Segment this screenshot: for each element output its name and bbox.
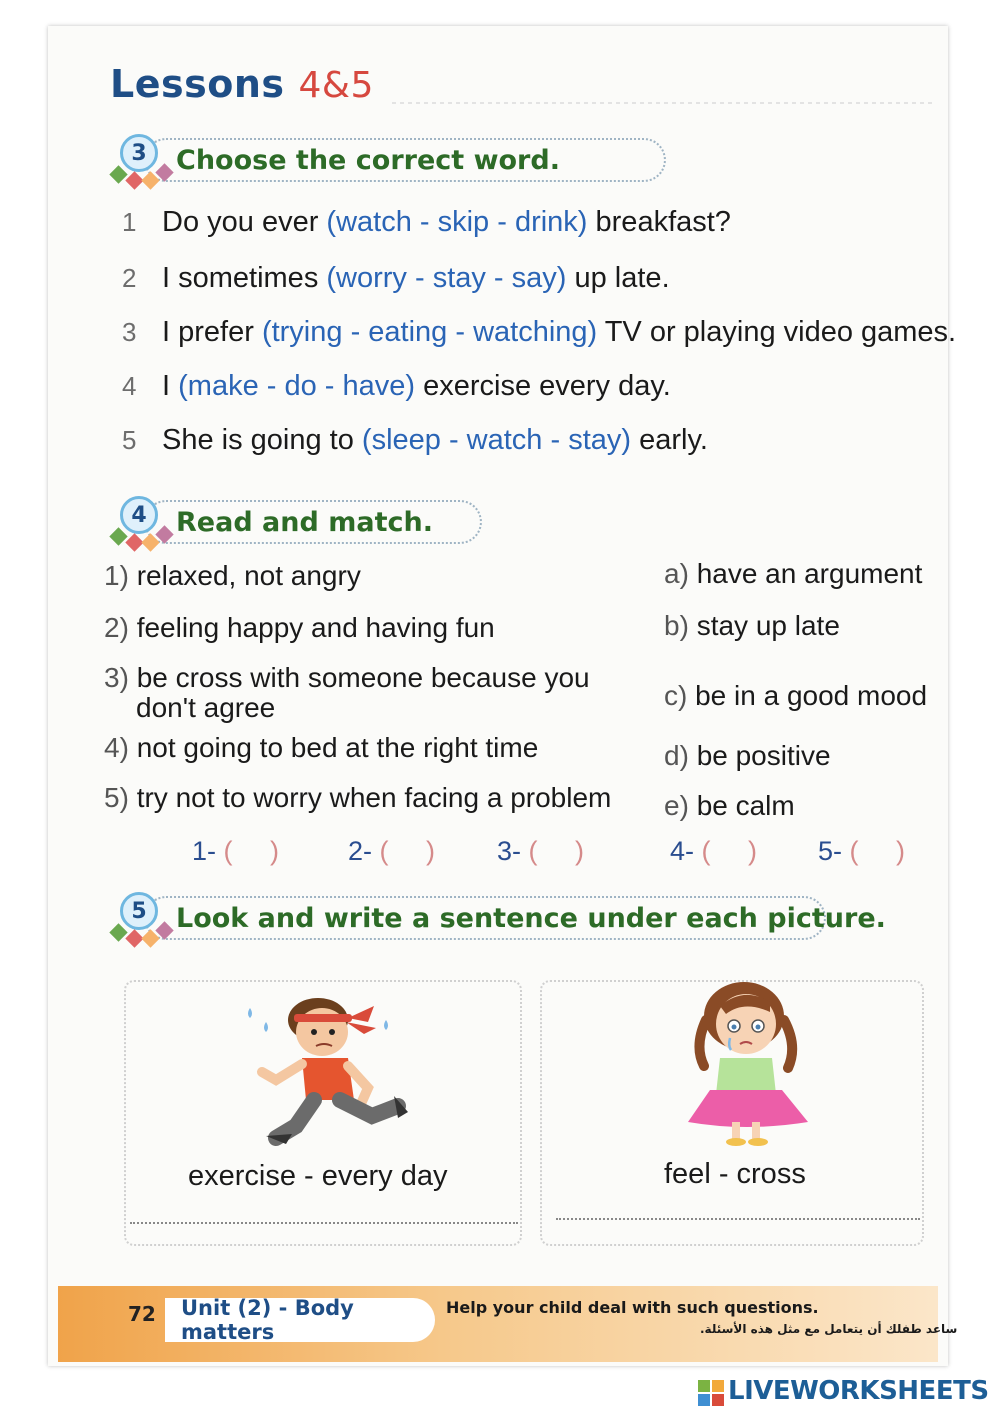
match-number: 5) bbox=[104, 782, 129, 813]
section4-badge bbox=[110, 496, 170, 552]
crying-girl-illustration bbox=[680, 976, 820, 1151]
section3-number: 3 bbox=[120, 134, 158, 172]
title-underline bbox=[392, 96, 932, 110]
picture-2-caption: feel - cross bbox=[664, 1158, 806, 1190]
match-text: not going to bed at the right time bbox=[136, 732, 539, 763]
match-number: 4) bbox=[104, 732, 129, 763]
match-letter: c) bbox=[664, 680, 688, 711]
match-text: be positive bbox=[696, 740, 831, 771]
answer-slot-4[interactable]: 4- ( ) bbox=[670, 836, 758, 866]
match-text: relaxed, not angry bbox=[136, 560, 361, 591]
question-options[interactable]: (trying - eating - watching) bbox=[261, 316, 598, 348]
question-1 bbox=[122, 206, 731, 239]
question-number: 4 bbox=[122, 371, 137, 401]
match-left-3 bbox=[104, 662, 590, 694]
answer-label: 2- bbox=[348, 836, 373, 866]
match-text: be in a good mood bbox=[695, 680, 928, 711]
question-text: breakfast? bbox=[587, 206, 731, 238]
question-number: 2 bbox=[122, 263, 137, 293]
question-text: up late. bbox=[566, 262, 670, 294]
question-options[interactable]: (watch - skip - drink) bbox=[326, 206, 588, 238]
match-right-d bbox=[664, 740, 831, 772]
picture-1-caption: exercise - every day bbox=[188, 1160, 448, 1192]
match-left-5 bbox=[104, 782, 611, 814]
answer-label: 3- bbox=[497, 836, 522, 866]
match-number: 3) bbox=[104, 662, 129, 693]
match-text: have an argument bbox=[696, 558, 923, 589]
running-boy-illustration bbox=[236, 988, 416, 1148]
match-right-b bbox=[664, 610, 840, 642]
match-text: stay up late bbox=[696, 610, 840, 641]
question-4 bbox=[122, 370, 671, 403]
match-right-a bbox=[664, 558, 922, 590]
match-right-e bbox=[664, 790, 795, 822]
answer-slot-5[interactable]: 5- ( ) bbox=[818, 836, 906, 866]
section4-number: 4 bbox=[120, 496, 158, 534]
match-text: be cross with someone because you bbox=[136, 662, 590, 693]
match-left-2 bbox=[104, 612, 495, 644]
match-letter: d) bbox=[664, 740, 689, 771]
page-number: 72 bbox=[128, 1302, 156, 1326]
match-letter: a) bbox=[664, 558, 689, 589]
lesson-title-word: Lessons bbox=[110, 62, 285, 106]
liveworksheets-logo-icon bbox=[698, 1380, 724, 1406]
answer-slot-1[interactable]: 1- ( ) bbox=[192, 836, 280, 866]
match-left-4 bbox=[104, 732, 538, 764]
match-text: try not to worry when facing a problem bbox=[136, 782, 612, 813]
question-2 bbox=[122, 262, 670, 295]
question-text: She is going to bbox=[162, 424, 362, 456]
question-3 bbox=[122, 316, 956, 349]
answer-slot-3[interactable]: 3- ( ) bbox=[497, 836, 585, 866]
lesson-title bbox=[110, 62, 374, 106]
lesson-title-numbers: 4&5 bbox=[298, 65, 374, 106]
question-options[interactable]: (sleep - watch - stay) bbox=[361, 424, 632, 456]
question-number: 1 bbox=[122, 207, 137, 237]
question-text: I sometimes bbox=[162, 262, 327, 294]
question-text: I bbox=[162, 370, 179, 402]
question-text: I prefer bbox=[162, 316, 262, 348]
match-left-1 bbox=[104, 560, 361, 592]
answer-label: 4- bbox=[670, 836, 695, 866]
question-text: exercise every day. bbox=[415, 370, 671, 402]
section3-heading: Choose the correct word. bbox=[144, 138, 666, 182]
match-letter: b) bbox=[664, 610, 689, 641]
parent-note: Help your child deal with such questions. bbox=[446, 1298, 819, 1317]
match-right-c bbox=[664, 680, 927, 712]
question-text: early. bbox=[631, 424, 708, 456]
question-text: Do you ever bbox=[162, 206, 327, 238]
match-text: be calm bbox=[696, 790, 795, 821]
writing-line-2[interactable] bbox=[556, 1218, 920, 1220]
section5-badge bbox=[110, 892, 170, 948]
question-5 bbox=[122, 424, 708, 457]
question-options[interactable]: (worry - stay - say) bbox=[326, 262, 567, 294]
match-left-3-continued bbox=[136, 692, 275, 724]
match-text: don't agree bbox=[136, 692, 276, 723]
question-number: 5 bbox=[122, 425, 137, 455]
section3-badge bbox=[110, 134, 170, 190]
answer-label: 5- bbox=[818, 836, 843, 866]
unit-label: Unit (2) - Body matters bbox=[165, 1298, 435, 1342]
match-letter: e) bbox=[664, 790, 689, 821]
question-text: TV or playing video games. bbox=[597, 316, 957, 348]
answer-slot-2[interactable]: 2- ( ) bbox=[348, 836, 436, 866]
match-number: 1) bbox=[104, 560, 129, 591]
section4-heading: Read and match. bbox=[144, 500, 482, 544]
answer-label: 1- bbox=[192, 836, 217, 866]
brand-wordmark[interactable]: LIVEWORKSHEETS bbox=[728, 1376, 989, 1406]
question-number: 3 bbox=[122, 317, 137, 347]
writing-line-1[interactable] bbox=[130, 1222, 518, 1224]
section5-heading: Look and write a sentence under each picture. bbox=[144, 896, 826, 940]
question-options[interactable]: (make - do - have) bbox=[178, 370, 416, 402]
parent-note-arabic: ساعد طفلك أن يتعامل مع مثل هذه الأسئلة. bbox=[700, 1322, 958, 1336]
match-number: 2) bbox=[104, 612, 129, 643]
match-text: feeling happy and having fun bbox=[136, 612, 495, 643]
section5-number: 5 bbox=[120, 892, 158, 930]
